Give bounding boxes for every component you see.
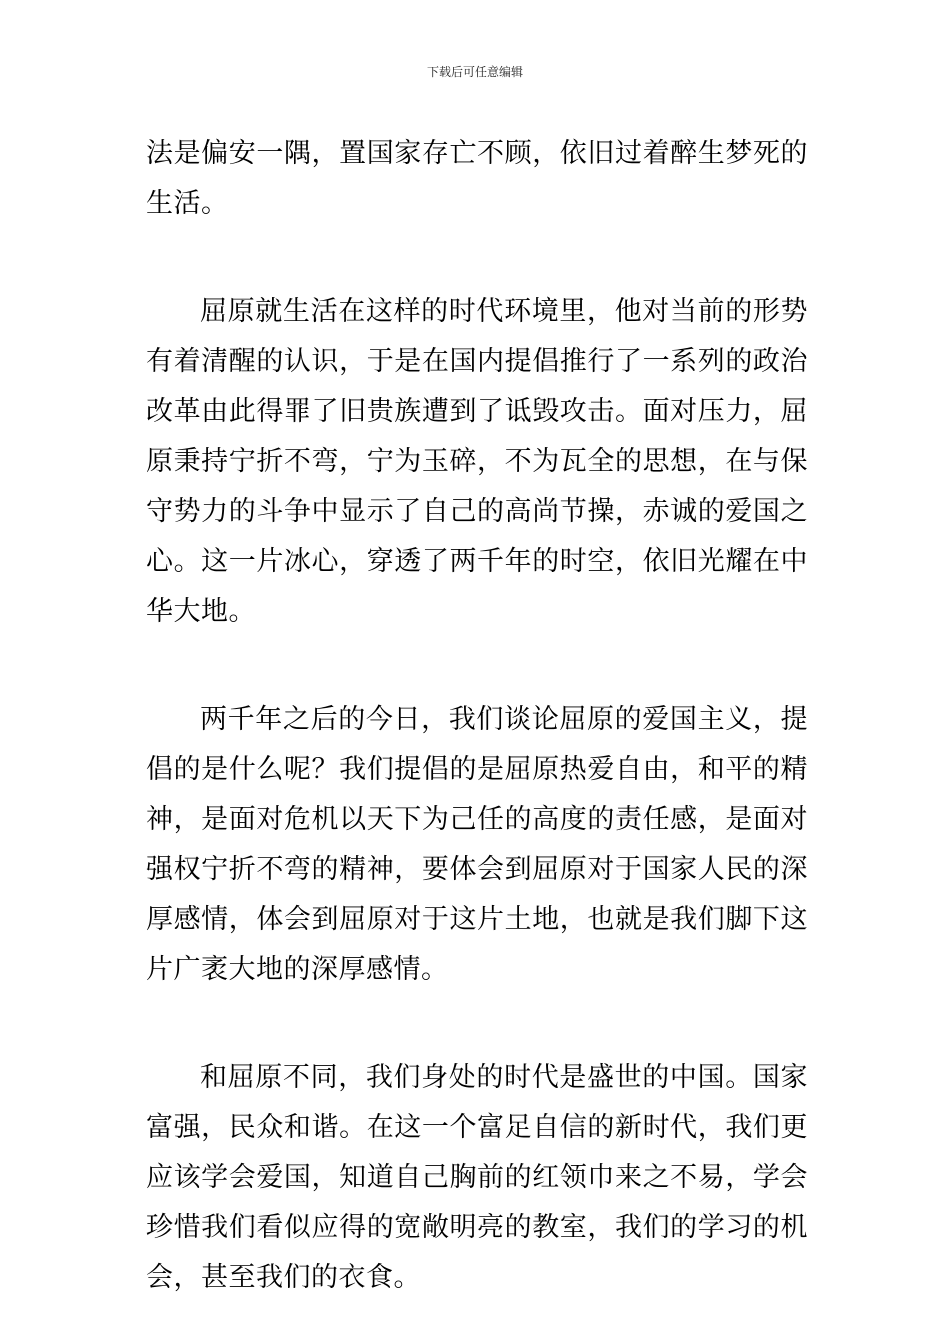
document-body bbox=[146, 129, 808, 1303]
paragraph-4: 和屈原不同，我们身处的时代是盛世的中国。国家富强，民众和谐。在这一个富足自信的新时代，我们更应该学会爱国，知道自己胸前的红领巾来之不易，学会珍惜我们看似应得的宽敞明亮的教室，我们的学习的机会，甚至我们的衣食。 bbox=[146, 1062, 808, 1293]
paragraph-2: 屈原就生活在这样的时代环境里，他对当前的形势有着清醒的认识，于是在国内提倡推行了一系列的政治改革由此得罪了旧贵族遭到了诋毁攻击。面对压力，屈原秉持宁折不弯，宁为玉碎，不为瓦全的思想，在与保守势力的斗争中显示了自己的高尚节操，赤诚的爱国之心。这一片冰心，穿透了两千年的时空，依旧光耀在中华大地。 bbox=[146, 296, 808, 627]
paragraph-1: 法是偏安一隅，置国家存亡不顾，依旧过着醉生梦死的生活。 bbox=[146, 138, 808, 219]
page-header: 下载后可任意编辑 bbox=[426, 65, 523, 79]
paragraph-gap bbox=[146, 229, 808, 287]
paragraph-gap bbox=[146, 637, 808, 695]
paragraph-3: 两千年之后的今日，我们谈论屈原的爱国主义，提倡的是什么呢？我们提倡的是屈原热爱自由，和平的精神，是面对危机以天下为己任的高度的责任感，是面对强权宁折不弯的精神，要体会到屈原对于国家人民的深厚感情，体会到屈原对于这片土地，也就是我们脚下这片广袤大地的深厚感情。 bbox=[146, 704, 808, 985]
paragraph-gap bbox=[146, 995, 808, 1053]
